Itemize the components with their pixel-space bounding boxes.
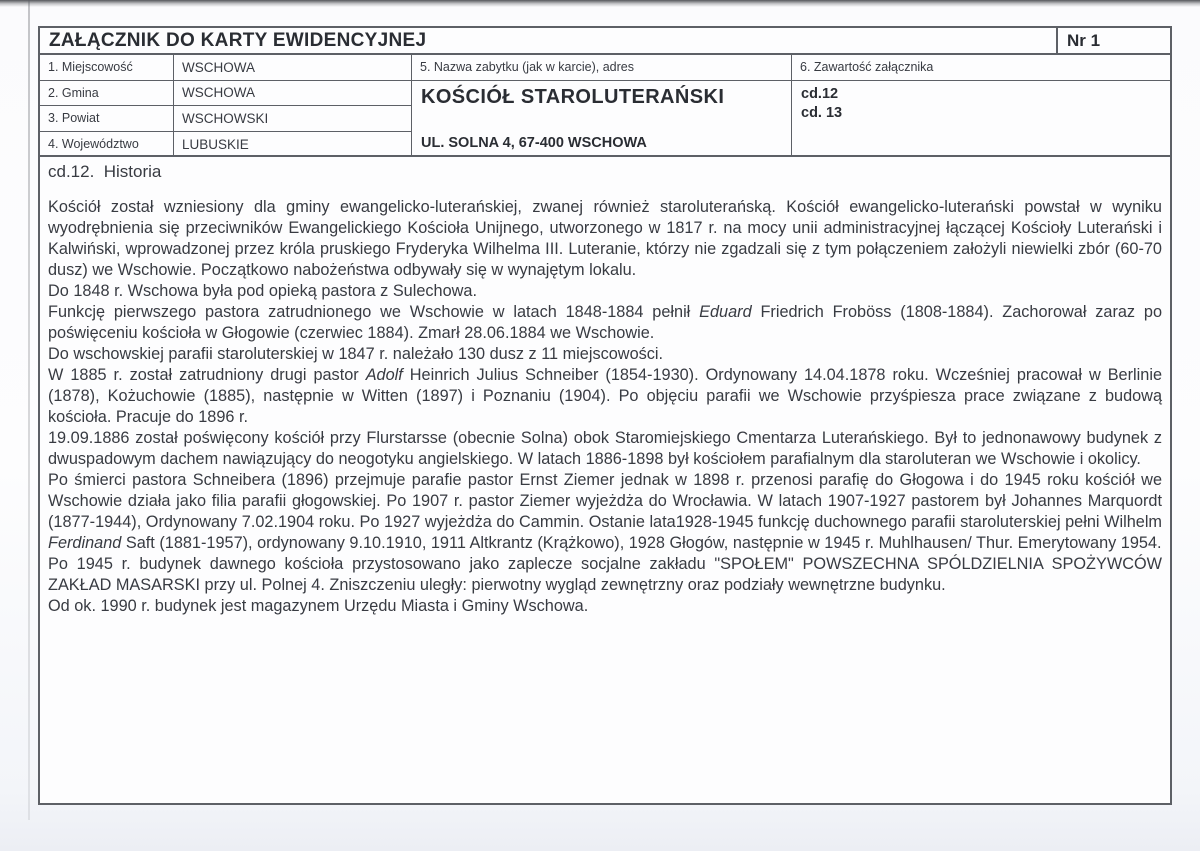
monument-name: KOŚCIÓŁ STAROLUTERAŃSKI (421, 85, 725, 108)
history-paragraph (48, 428, 1162, 470)
title-row (40, 28, 1170, 55)
location-fields (40, 55, 412, 155)
history-text: Friedrich Froböss (1808-1884). Zachorował zaraz po poświęceniu kościoła w Głogowie (czerwiec 1884). Zmarł 28.06.1884 we Wschowie. (48, 303, 1162, 342)
field-label-miejscowosc: 1. Miejscowość (40, 55, 174, 81)
history-text: Heinrich Julius Schneiber (1854-1930). Ordynowany 14.04.1878 roku. Wcześniej pracował w Berlinie (1878), Kożuchowie (1885), następnie w Witten (1897) i Poznaniu (1904). Po objęciu parafii we Wschowie przyśpiesza prace związane z budową kościoła. Pracuje do 1896 r. (48, 366, 1162, 426)
history-paragraph (48, 281, 1162, 302)
field-label-wojewodztwo: 4. Województwo (40, 132, 174, 158)
history-text: Funkcję pierwszego pastora zatrudnionego we Wschowie w latach 1848-1884 pełnił (48, 303, 700, 321)
history-paragraph (48, 596, 1162, 617)
history-text-italic: Eduard (699, 303, 752, 321)
field-value-miejscowosc: WSCHOWA (174, 55, 412, 81)
field-value-gmina: WSCHOWA (174, 81, 412, 107)
history-text: Do wschowskiej parafii staroluterskiej w 1847 r. należało 130 dusz z 11 miejscowości. (48, 345, 664, 363)
history-body (48, 197, 1162, 617)
monument-content (412, 81, 791, 156)
attachment-number: Nr 1 (1056, 28, 1170, 53)
history-text-italic: Ferdinand (48, 534, 122, 552)
document-title: ZAŁĄCZNIK DO KARTY EWIDENCYJNEJ (49, 29, 427, 51)
history-text-italic: Adolf (365, 366, 403, 384)
history-text: Saft (1881-1957), ordynowany 9.10.1910, 1911 Altkrantz (Krążkowo), 1928 Głogów, następnie w 1945 r. Muhlhausen/ Thur. Emerytowany 1954. (121, 534, 1162, 552)
history-heading: cd.12. Historia (48, 162, 162, 181)
record-card-attachment (38, 26, 1172, 805)
history-paragraph (48, 470, 1162, 554)
monument-header: 5. Nazwa zabytku (jak w karcie), adres (412, 55, 791, 81)
history-text: Po 1945 r. budynek dawnego kościoła przystosowano jako zaplecze socjalne zakładu "SPOŁEM" POWSZECHNA SPÓLDZIELNIA SPOŻYWCÓW ZAKŁAD MASARSKI przy ul. Polnej 4. Zniszczeniu uległy: pierwotny wygląd zewnętrzny oraz podziały wewnętrzne budynku. (48, 555, 1162, 594)
attachment-line: cd.12 (801, 85, 839, 102)
info-table (40, 55, 1170, 157)
history-paragraph (48, 365, 1162, 428)
history-text: Do 1848 r. Wschowa była pod opieką pastora z Sulechowa. (48, 282, 477, 300)
history-paragraph (48, 554, 1162, 596)
history-paragraph (48, 302, 1162, 344)
scan-artifact-left-edge (28, 0, 30, 820)
history-paragraph (48, 344, 1162, 365)
history-text: 19.09.1886 został poświęcony kościół przy Flurstarsse (obecnie Solna) obok Staromiejskiego Cmentarza Luterańskiego. Był to jednonawowy budynek z dwuspadowym dachem nawiązujący do neogotyku angielskiego. W latach 1886-1898 był kościołem parafialnym dla staroluteran we Wschowie i okolicy. (48, 429, 1162, 468)
attachment-header: 6. Zawartość załącznika (792, 55, 1170, 81)
history-text: W 1885 r. został zatrudniony drugi pastor (48, 366, 366, 384)
field-value-powiat: WSCHOWSKI (174, 106, 412, 132)
field-value-wojewodztwo: LUBUSKIE (174, 132, 412, 158)
field-label-gmina: 2. Gmina (40, 81, 174, 107)
monument-column (412, 55, 792, 155)
attachment-line: cd. 13 (801, 104, 843, 121)
attachment-content (792, 81, 1170, 127)
field-label-powiat: 3. Powiat (40, 106, 174, 132)
history-text: Od ok. 1990 r. budynek jest magazynem Urzędu Miasta i Gminy Wschowa. (48, 597, 589, 615)
history-text: Po śmierci pastora Schneibera (1896) przejmuje parafie pastor Ernst Ziemer jednak w 1898 r. przenosi parafię do Głogowa i do 1945 roku kościół we Wschowie działa jako filia parafii głogowskiej. Po 1907 r. pastor Ziemer wyjeżdża do Wrocławia. W latach 1907-1927 pastorem był Johannes Marquordt (1877-1944), Ordynowany 7.02.1904 roku. Po 1927 wyjeżdża do Cammin. Ostanie lata1928-1945 funkcję duchownego parafii staroluterskiej pełni Wilhelm (48, 471, 1162, 531)
scan-artifact-top-edge (0, 0, 1200, 7)
history-paragraph (48, 197, 1162, 281)
history-text: Kościół został wzniesiony dla gminy ewangelicko-luterańskiej, zwanej również staroluterańską. Kościół ewangelicko-luterański powstał w wyniku wyodrębnienia się przeciwników Ewangelickiego Kościoła Unijnego, utworzonego w 1817 r. na mocy unii administracyjnej łączącej Kościoły Luterański i Kalwiński, wprowadzonej przez króla pruskiego Fryderyka Wilhelma III. Luteranie, którzy nie zgadzali się z tym połączeniem założyli niewielki zbór (60-70 dusz) we Wschowie. Początkowo nabożeństwa odbywały się w wynajętym lokalu. (48, 198, 1162, 279)
history-section (40, 162, 1170, 617)
attachment-column (792, 55, 1170, 155)
monument-address: UL. SOLNA 4, 67-400 WSCHOWA (421, 135, 647, 151)
